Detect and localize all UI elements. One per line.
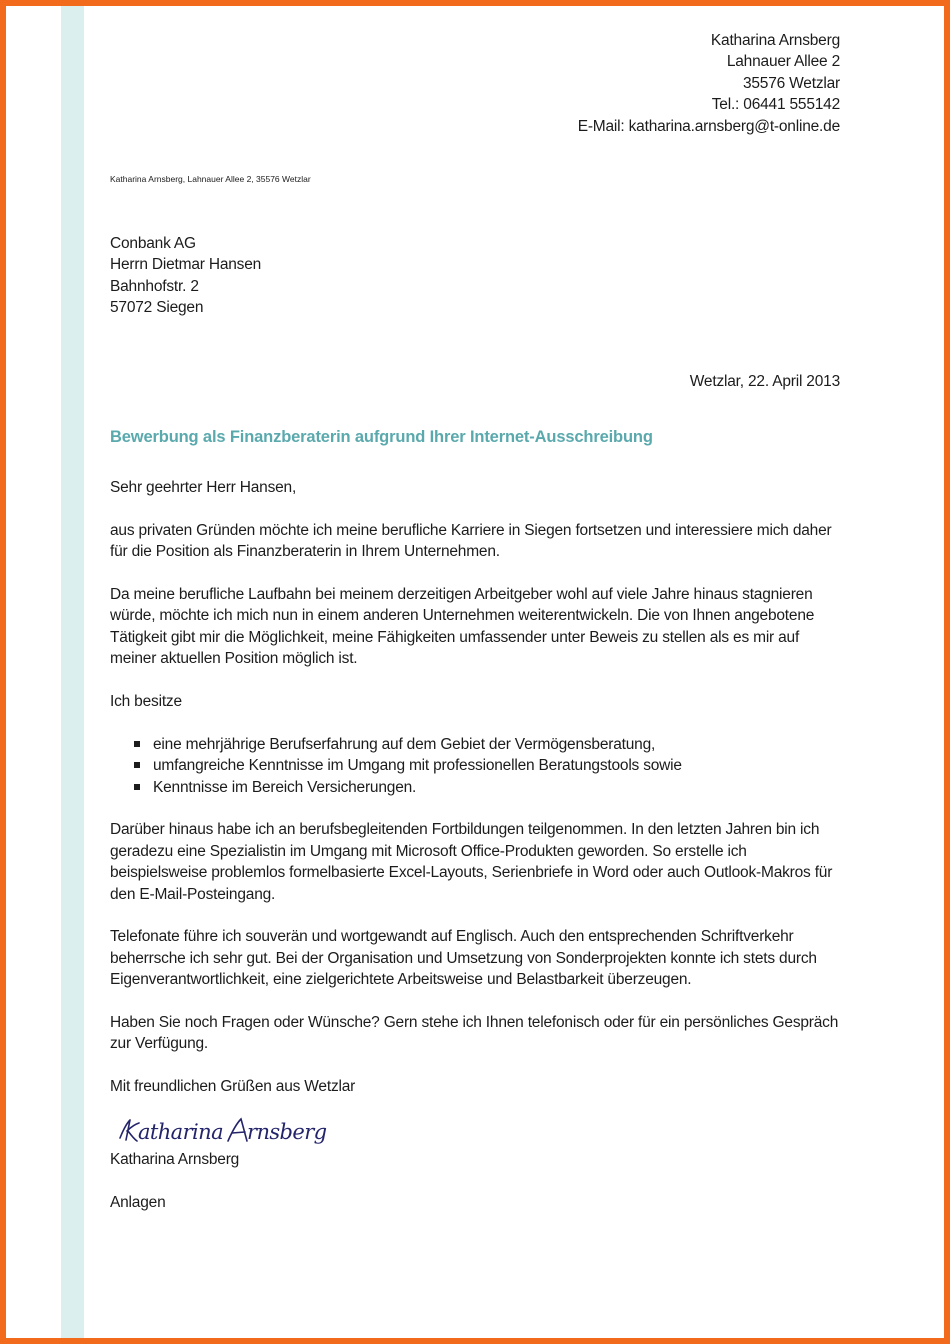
closing: Mit freundlichen Grüßen aus Wetzlar: [110, 1078, 356, 1096]
list-item-text: Kenntnisse im Bereich Versicherungen.: [153, 778, 417, 796]
paragraph-skills-intro: Ich besitze: [110, 693, 182, 711]
letter-body: [110, 477, 840, 1119]
date-line: Wetzlar, 22. April 2013: [689, 373, 840, 390]
list-item: [110, 734, 840, 755]
recipient-street: Bahnhofstr. 2: [110, 277, 199, 295]
bullet-square-icon: [134, 784, 140, 790]
bullet-square-icon: [134, 762, 140, 768]
skills-list: [110, 734, 840, 798]
svg-text:rnsberg: rnsberg: [247, 1120, 327, 1144]
sender-phone: Tel.: 06441 555142: [711, 96, 840, 114]
recipient-contact: Herrn Dietmar Hansen: [110, 256, 262, 274]
sender-name: Katharina Arnsberg: [710, 32, 840, 49]
sender-city: 35576 Wetzlar: [742, 74, 840, 92]
list-item: [110, 755, 840, 776]
paragraph-training: Darüber hinaus habe ich an berufsbegleitenden Fortbildungen teilgenommen. In den letzten Jahren bin ich geradezu eine Spezialistin im Umgang mit Microsoft Office-Produkten geworden. So erstelle ich beispielsweise problemlos formelbasierte Excel-Layouts, Serienbriefe in Word oder auch Outlook-Makros für den E-Mail-Posteingang.: [110, 821, 833, 903]
subject-line: Bewerbung als Finanzberaterin aufgrund Ihrer Internet-Ausschreibung: [110, 428, 653, 446]
list-item: [110, 777, 840, 798]
bullet-square-icon: [134, 741, 140, 747]
recipient-block: [110, 233, 261, 319]
paragraph-intro: aus privaten Gründen möchte ich meine berufliche Karriere in Siegen fortsetzen und interessiere mich daher für die Position als Finanzberaterin in Ihrem Unternehmen.: [110, 521, 832, 561]
recipient-city: 57072 Siegen: [110, 299, 204, 317]
list-item-text: eine mehrjährige Berufserfahrung auf dem Gebiet der Vermögensberatung,: [153, 735, 656, 753]
paragraph-languages: Telefonate führe ich souverän und wortgewandt auf Englisch. Auch den entsprechenden Schriftverkehr beherrsche ich sehr gut. Bei der Organisation und Umsetzung von Sonderprojekten konnte ich stets durch Eigenverantwortlichkeit, eine zielgerichtete Arbeitsweise und Belastbarkeit überzeugen.: [110, 928, 817, 989]
list-item-text: umfangreiche Kenntnisse im Umgang mit professionellen Beratungstools sowie: [153, 757, 682, 775]
svg-text:atharina: atharina: [138, 1120, 224, 1144]
recipient-company: Conbank AG: [110, 235, 196, 252]
paragraph-contact: Haben Sie noch Fragen oder Wünsche? Gern stehe ich Ihnen telefonisch oder für ein persönliches Gespräch zur Verfügung.: [110, 1014, 839, 1053]
salutation: Sehr geehrter Herr Hansen,: [110, 479, 297, 496]
handwritten-signature: [116, 1112, 331, 1152]
enclosures-note: Anlagen: [110, 1194, 166, 1211]
left-margin-stripe: [61, 6, 84, 1338]
paragraph-career: Da meine berufliche Laufbahn bei meinem derzeitigen Arbeitgeber wohl auf viele Jahre hinaus stagnieren würde, möchte ich mich nun in einem anderen Unternehmen weiterentwickeln. Die von Ihnen angebotene Tätigkeit gibt mir die Möglichkeit, meine Fähigkeiten umfassender unter Beweis zu stellen als es mir auf meiner aktuellen Position möglich ist.: [110, 586, 815, 668]
signed-name: Katharina Arnsberg: [110, 1151, 240, 1168]
return-address-line: Katharina Arnsberg, Lahnauer Allee 2, 35576 Wetzlar: [110, 174, 311, 184]
sender-email: E-Mail: katharina.arnsberg@t-online.de: [577, 117, 840, 135]
sender-street: Lahnauer Allee 2: [726, 53, 840, 71]
sender-block: [578, 30, 840, 137]
